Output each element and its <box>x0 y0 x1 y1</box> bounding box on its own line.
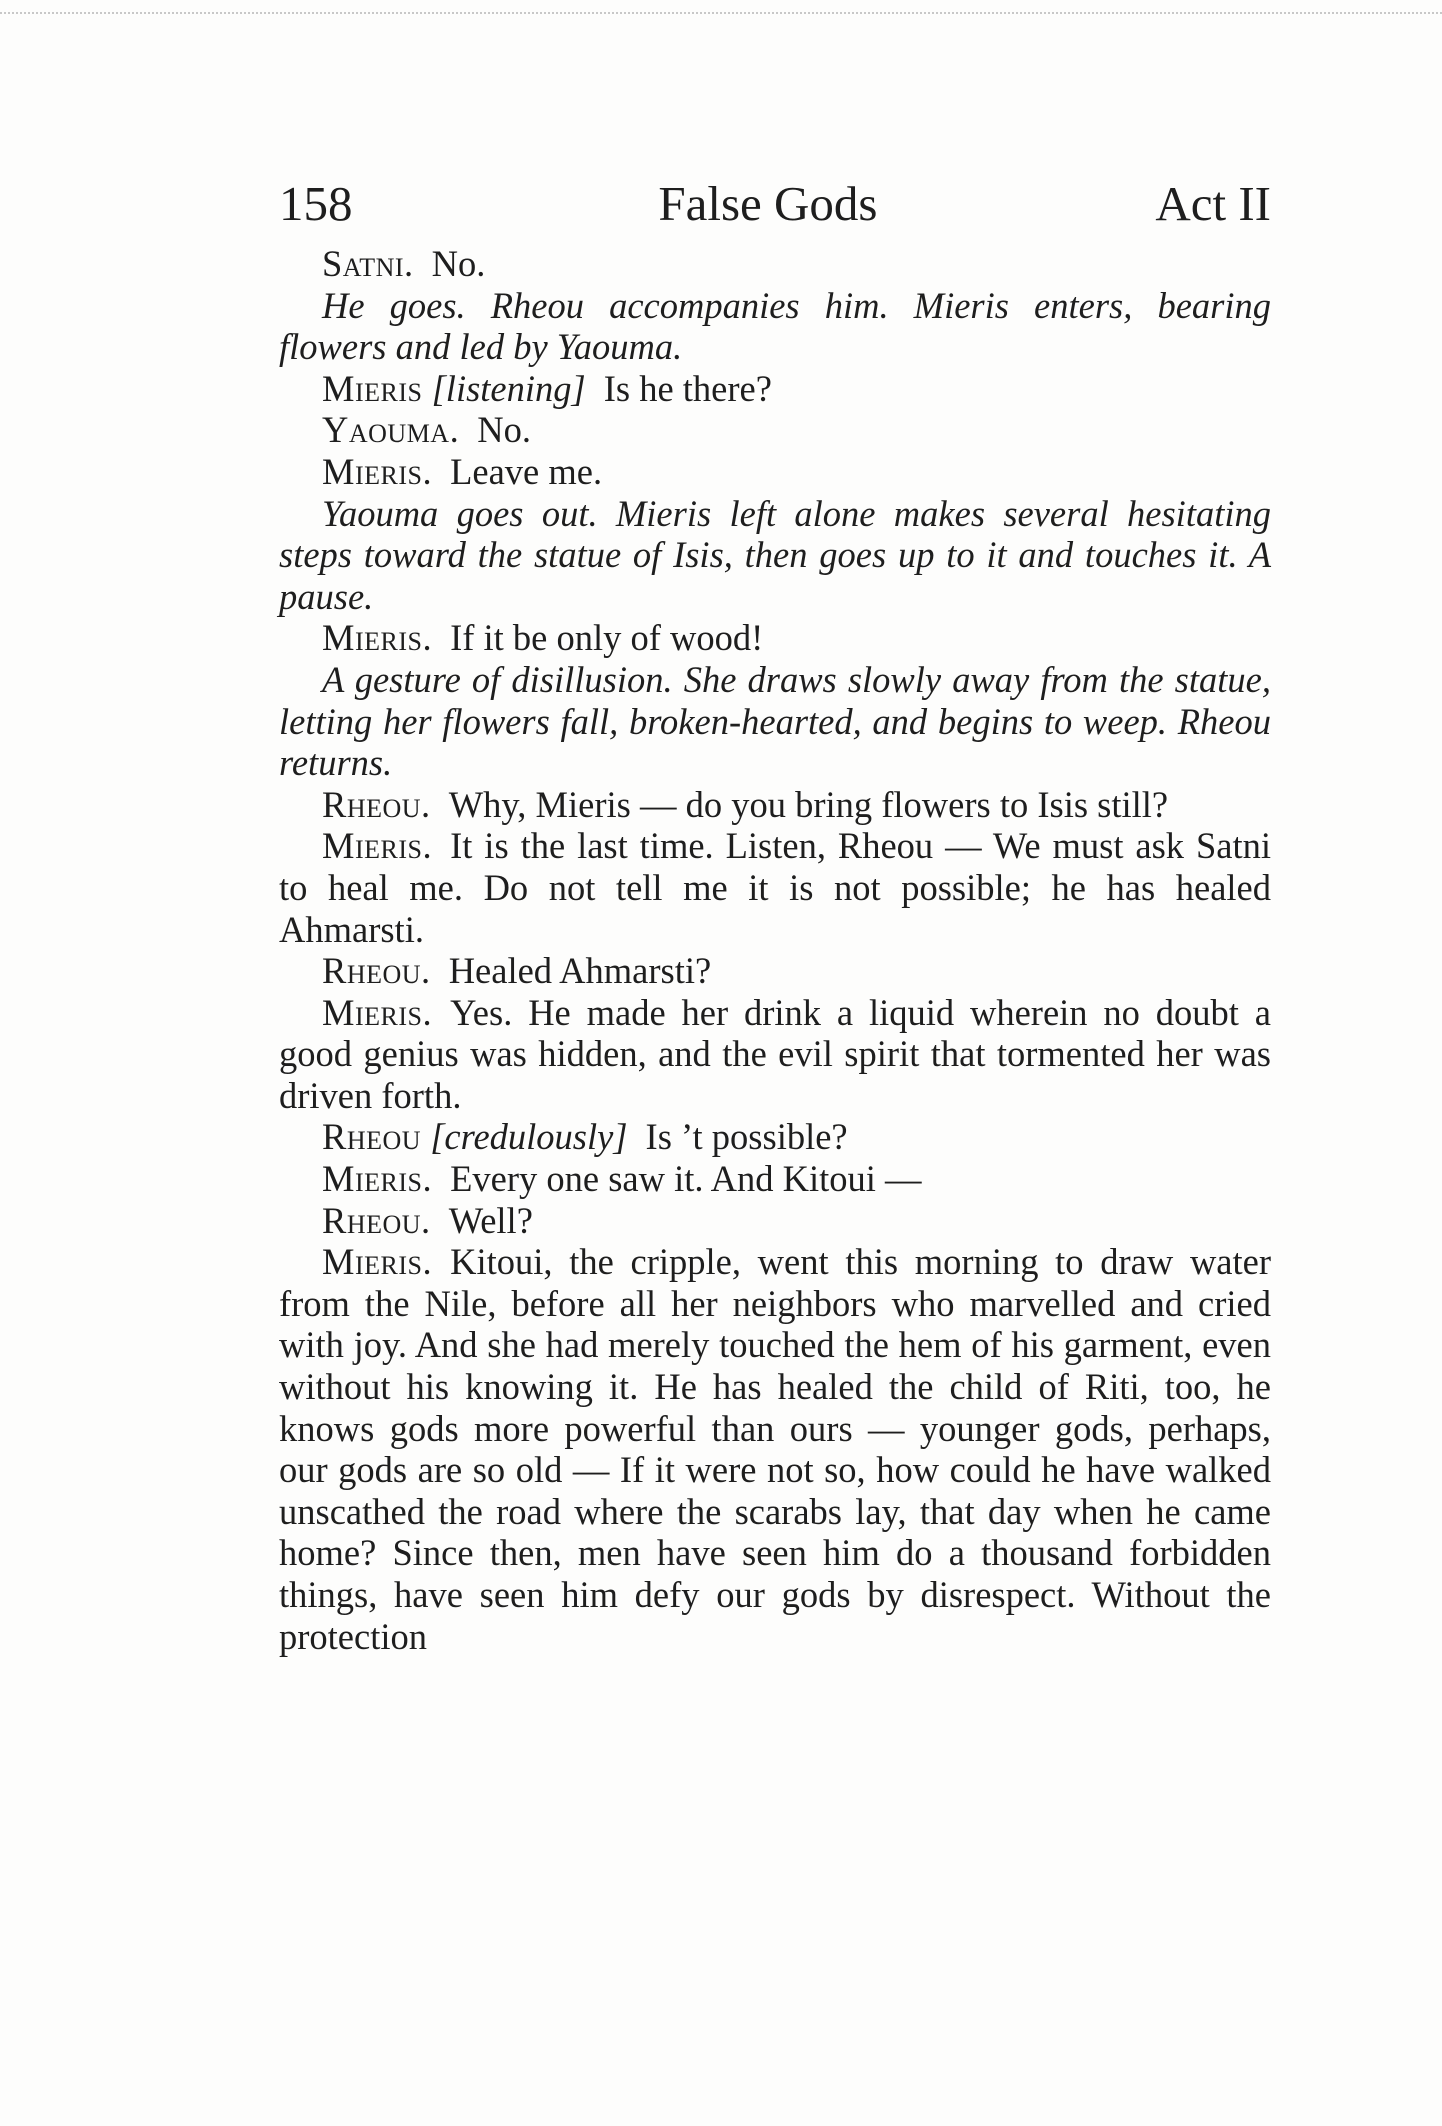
speaker-name: Mieris. <box>322 825 433 867</box>
speech-paragraph <box>279 617 1271 659</box>
speaker-name: Rheou. <box>322 950 431 992</box>
scan-edge-line <box>0 12 1442 16</box>
speech-text: It is the last time. Listen, Rheou — We must ask Satni to heal me. Do not tell me it is not possible; he has healed Ahmarsti. <box>279 825 1271 950</box>
stage-direction: He goes. Rheou accompanies him. Mieris enters, bearing flowers and led by Yaouma. <box>279 284 1271 368</box>
speech-paragraph <box>279 950 1271 992</box>
speaker-name: Mieris. <box>322 1241 433 1283</box>
page-number: 158 <box>279 176 353 231</box>
speaker-direction: [credulously] <box>430 1116 628 1158</box>
stage-direction: A gesture of disillusion. She draws slowly away from the statue, letting her flowers fall, broken-hearted, and begins to weep. Rheou returns. <box>279 658 1271 784</box>
speech-paragraph <box>279 1116 1271 1158</box>
speech-paragraph <box>279 992 1271 1117</box>
speech-text: Leave me. <box>450 450 603 492</box>
speech-paragraph <box>279 825 1271 950</box>
speech-text: No. <box>431 243 486 284</box>
speech-text: Is ’t possible? <box>645 1116 848 1158</box>
speaker-name: Mieris. <box>322 450 433 492</box>
speech-paragraph <box>279 409 1271 451</box>
book-title: False Gods <box>658 176 878 231</box>
speaker-name: Yaouma. <box>322 409 460 451</box>
speech-text: Is he there? <box>603 367 772 409</box>
speech-paragraph <box>279 1158 1271 1200</box>
speaker-name: Mieris <box>322 367 423 409</box>
speaker-name: Rheou. <box>322 1199 431 1241</box>
speech-paragraph <box>279 1241 1271 1657</box>
speech-text: No. <box>477 409 531 451</box>
speech-paragraph <box>279 243 1271 285</box>
play-text <box>279 243 1271 1657</box>
speaker-name: Satni. <box>322 243 414 284</box>
stage-direction: Yaouma goes out. Mieris left alone makes several hesitating steps toward the statue of Isis, then goes up to it and touches it. A pause. <box>279 492 1271 617</box>
speaker-direction: [listening] <box>431 367 586 409</box>
speech-text: Why, Mieris — do you bring flowers to Isis still? <box>448 783 1169 825</box>
speaker-name: Mieris. <box>322 991 433 1033</box>
speaker-name: Rheou <box>322 1116 422 1158</box>
speech-text: Yes. He made her drink a liquid wherein no doubt a good genius was hidden, and the evil spirit that tormented her was driven forth. <box>279 991 1271 1116</box>
speech-text: Well? <box>448 1199 533 1241</box>
speech-paragraph <box>279 1200 1271 1242</box>
speaker-name: Rheou. <box>322 783 431 825</box>
speech-text: If it be only of wood! <box>450 617 764 659</box>
speech-text: Healed Ahmarsti? <box>448 950 712 992</box>
speech-text: Kitoui, the cripple, went this morning to draw water from the Nile, before all her neighbors who marvelled and cried with joy. And she had merely touched the hem of his garment, even without his knowing it. He has healed the child of Riti, too, he knows gods more powerful than ours — younger gods, perhaps, our gods are so old — If it were not so, how could he have walked unscathed the road where the scarabs lay, that day when he came home? Since then, men have seen him do a thousand forbidden things, have seen him defy our gods by disrespect. Without the protection <box>279 1241 1271 1657</box>
speech-paragraph <box>279 784 1271 826</box>
running-head <box>279 165 1271 243</box>
speech-paragraph <box>279 451 1271 493</box>
page-text-block <box>279 165 1271 1657</box>
act-label: Act II <box>1155 176 1271 231</box>
speech-text: Every one saw it. And Kitoui — <box>450 1158 922 1200</box>
speaker-name: Mieris. <box>322 617 433 659</box>
speech-paragraph <box>279 368 1271 410</box>
speaker-name: Mieris. <box>322 1158 433 1200</box>
